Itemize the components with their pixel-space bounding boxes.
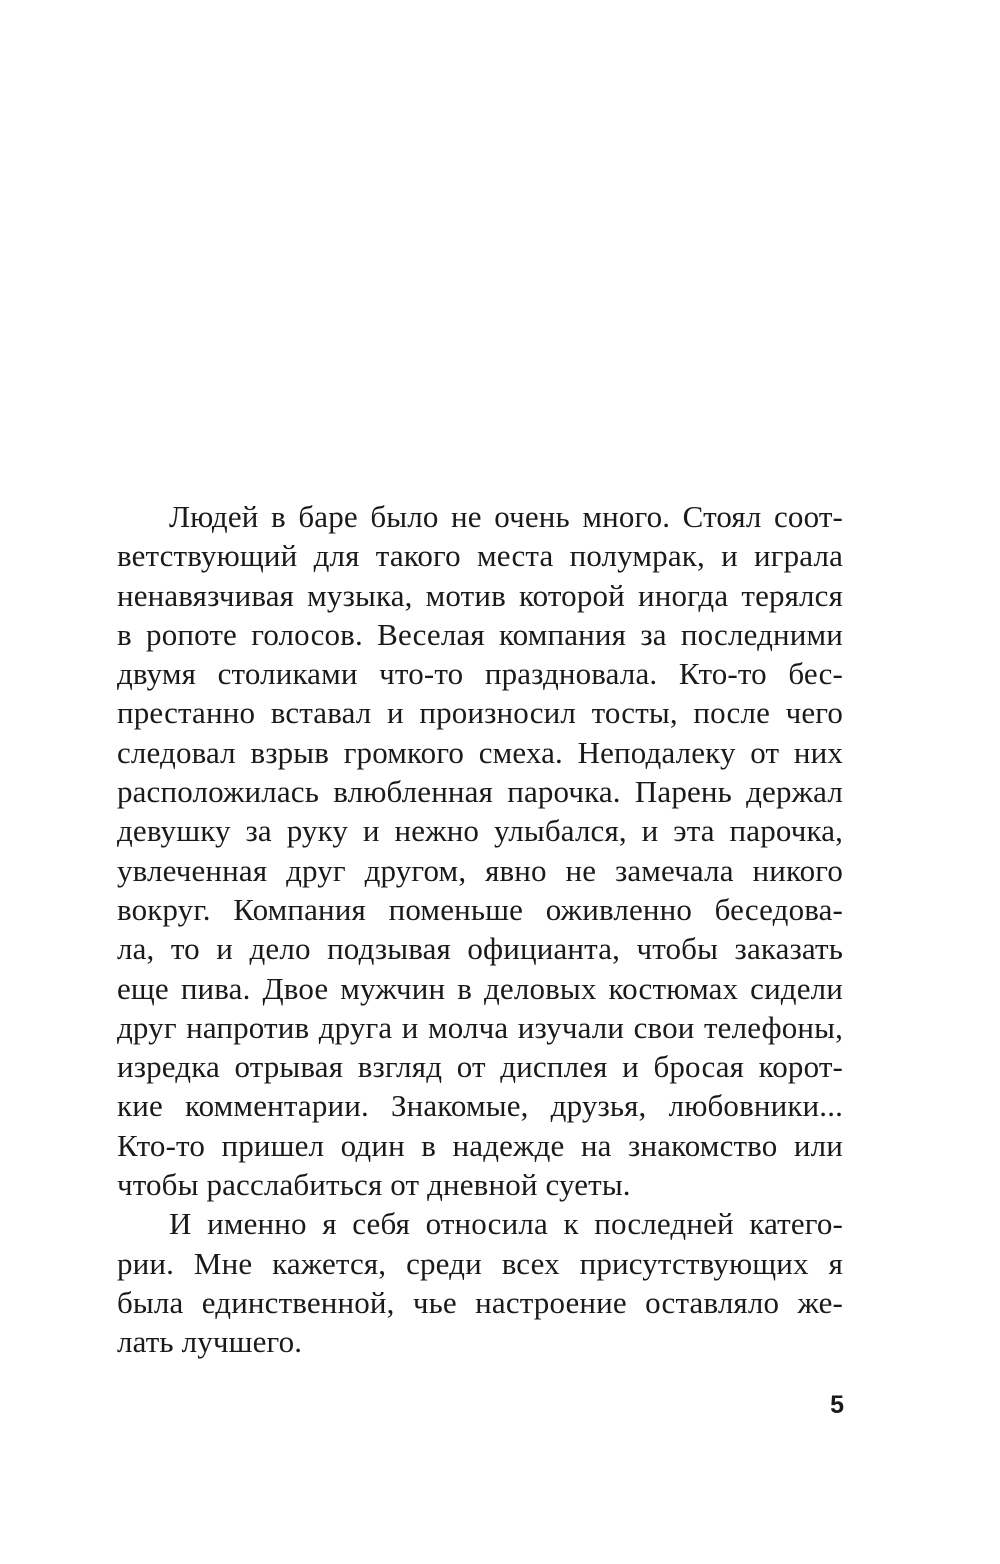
text-line: рии. Мне кажется, среди всех присутствующих я [117,1245,843,1281]
text-line: следовал взрыв громкого смеха. Неподалеку от них [117,734,843,770]
body-text [117,497,843,1362]
text-line: в ропоте голосов. Веселая компания за последними [117,616,843,652]
text-line: чтобы расслабиться от дневной суеты. [117,1167,631,1203]
text-line: двумя столиками что-то праздновала. Кто-то бес- [117,656,843,692]
text-line: девушку за руку и нежно улыбался, и эта парочка, [117,813,843,849]
text-line: ненавязчивая музыка, мотив которой иногда терялся [117,577,843,613]
paragraph-1 [117,497,843,1204]
text-line: Людей в баре было не очень много. Стоял соот- [169,499,843,534]
text-line: увлеченная друг другом, явно не замечала никого [117,852,843,888]
text-line: еще пива. Двое мужчин в деловых костюмах сидели [117,970,843,1006]
text-line: И именно я себя относила к последней катего- [169,1206,843,1242]
page-number: 5 [830,1391,844,1419]
text-line: ла, то и дело подзывая официанта, чтобы заказать [117,931,843,967]
paragraph-2 [117,1204,843,1361]
text-line: кие комментарии. Знакомые, друзья, любовники... [117,1088,843,1124]
text-line: вокруг. Компания поменьше оживленно беседова- [117,891,843,927]
text-line: престанно вставал и произносил тосты, после чего [117,695,843,731]
text-line: расположилась влюбленная парочка. Парень держал [117,774,843,810]
text-line: была единственной, чье настроение оставляло же- [117,1284,843,1320]
text-line: Кто-то пришел один в надежде на знакомство или [117,1127,843,1163]
text-line: ветствующий для такого места полумрак, и играла [117,538,843,574]
text-line: лать лучшего. [117,1324,303,1360]
text-line: друг напротив друга и молча изучали свои телефоны, [117,1009,843,1045]
text-line: изредка отрывая взгляд от дисплея и бросая корот- [117,1049,843,1085]
